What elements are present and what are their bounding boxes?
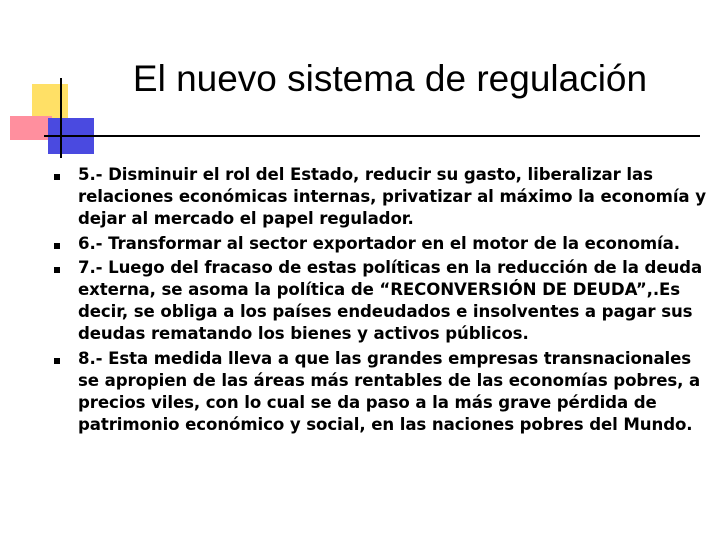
bullet-item — [54, 233, 710, 255]
slide-title: El nuevo sistema de regulación — [132, 57, 648, 99]
bullet-text: 7.- Luego del fracaso de estas políticas en la reducción de la deuda externa, se asoma la política de “RECONVERSIÓN DE DEUDA”,.Es decir, se obliga a los países endeudados e insolventes a pagar sus deudas rematando los bienes y activos públicos. — [78, 257, 703, 344]
bullet-item — [54, 164, 710, 231]
bullet-square-icon — [54, 174, 60, 180]
bullet-item — [54, 257, 710, 346]
bullet-square-icon — [54, 358, 60, 364]
bullet-square-icon — [54, 243, 60, 249]
bullet-list — [54, 164, 710, 436]
bullet-text: 5.- Disminuir el rol del Estado, reducir su gasto, liberalizar las relaciones económicas internas, privatizar al máximo la economía y dejar al mercado el papel regulador. — [78, 165, 706, 229]
decorative-squares — [0, 0, 720, 170]
decor-yellow-square — [32, 84, 68, 120]
bullet-item — [54, 348, 710, 437]
bullet-text: 8.- Esta medida lleva a que las grandes empresas transnacionales se apropien de las áreas más rentables de las economías pobres, a precios viles, con lo cual se da paso a la más grave pérdida de patrimonio económico y social, en las naciones pobres del Mundo. — [78, 348, 701, 435]
bullet-square-icon — [54, 267, 60, 273]
bullet-text: 6.- Transformar al sector exportador en el motor de la economía. — [78, 233, 680, 253]
